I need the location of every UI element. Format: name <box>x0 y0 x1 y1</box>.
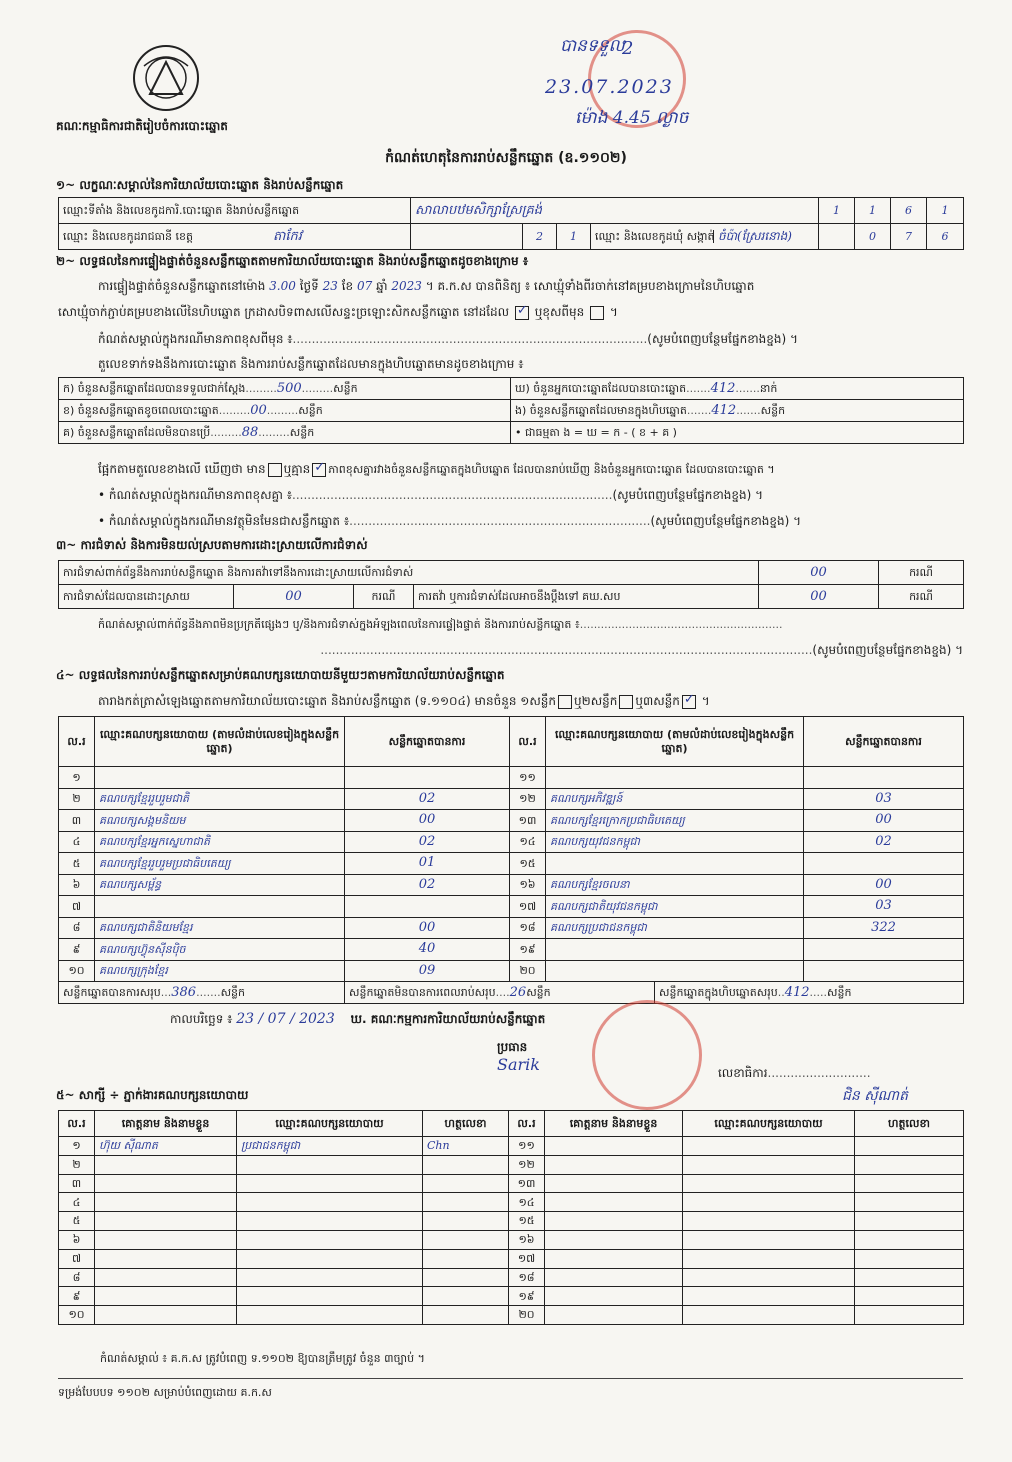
witness-no-cell: ៧ <box>59 1249 95 1268</box>
figures-intro: តួលេខទាក់ទងនឹងការបោះឆ្នោត និងការរាប់សន្លឹកឆ្នោតដែលមានក្នុងហិបឆ្នោតមានដូចខាងក្រោម ៖ <box>98 357 524 371</box>
witness-name-cell <box>95 1155 237 1174</box>
party-no-cell: ៤ <box>59 831 95 853</box>
party-result-row <box>59 788 964 810</box>
verify-time: 3.00 <box>269 279 296 293</box>
commune-label: ឈ្មោះ និងលេខកូដឃុំ សង្កាត់ <box>591 230 714 243</box>
discrepancy-line: ផ្អែកតាមតួលេខខាងលើ ឃើញថា មាន ឬគ្មាន✓ ភាពខុសគ្នារវាងចំនួនសន្លឹកឆ្នោតក្នុងហិបឆ្នោត ដែលបានរាប់ឃើញ និងចំនួនអ្នកបោះឆ្នោត ដែលបានបោះឆ្នោត ។ <box>98 462 964 477</box>
verification-line: ការផ្ទៀងផ្ទាត់ចំនួនសន្លឹកឆ្នោតនៅម៉ោង 3.00 ថ្ងៃទី 23 ខែ 07 ឆ្នាំ 2023 ។ គ.ក.ស បានពិនិត្យ ៖ សោឃ្មុំទាំងពីរចាក់នៅគម្របខាងក្រោមនៃហិបឆ្នោត <box>98 279 755 293</box>
resolved-value: 00 <box>234 585 354 609</box>
nec-emblem-icon <box>130 42 202 114</box>
province-value: តាកែវ <box>273 228 302 244</box>
witness-name-cell <box>545 1137 683 1156</box>
party-party-cell: គណបក្សសង្គមនិយម <box>95 810 345 832</box>
commune-value: ចំប៉ា(ស្រែរនោង) <box>718 229 792 244</box>
witness-sig-cell <box>855 1137 964 1156</box>
party-results-table: ល.រ ឈ្មោះគណបក្សនយោបាយ (តាមលំដាប់លេខរៀងក្នុងសន្លឹកឆ្នោត) សន្លឹកឆ្នោតបានការ ល.រ ឈ្មោះគណបក្សនយោបាយ (តាមលំដាប់លេខរៀងក្នុងសន្លឹកឆ្នោត) សន្លឹកឆ្នោតបានការ ១ ១១ ២ គណបក្សខ្មែររួបរួមជាតិ 02 ១២ គណបក្សអភិវឌ្ឍន៍ 03 ៣ គណបក្សសង្គមនិយម 00 ១៣ គណបក្សខ្មែរក្រោកប្រជាធិបតេយ្យ 00 ៤ គណបក្សខ្មែរអ្នកស្នេហាជាតិ 02 ១៤ គណបក្សយុវជនកម្ពុជា 02 ៥ គណបក្សខ្មែររួបរួមប្រជាធិបតេយ្យ 01 ១៥ ៦ គណបក្សសម្ព័ន្ធ 02 ១៦ គណបក្សខ្មែរចលនា 00 ៧ ១៧ គណបក្សជាតិយុវជនកម្ពុជា 03 ៨ គណបក្សជាតិនិយមខ្មែរ 00 ១៨ គណបក្សប្រជាជនកម្ពុជា 322 ៩ គណបក្សហ៊្វុនស៊ីនប៉ិច 40 ១៩ ១០ គណបក្សក្រុងខ្មែរ 09 ២០ <box>58 716 964 982</box>
witness-no-cell: ៦ <box>59 1230 95 1249</box>
received-date: 23.07.2023 <box>545 76 674 98</box>
witness-name-cell <box>95 1287 237 1306</box>
witness-sig-cell <box>855 1249 964 1268</box>
section-3-heading: ៣~ ការជំទាស់ និងការមិនយល់ស្របតាមការដោះស្រាយលើការជំទាស់ <box>56 538 368 552</box>
party-result-row <box>59 853 964 875</box>
witness-no-cell: ១ <box>59 1137 95 1156</box>
party-no-cell: ១៤ <box>510 831 546 853</box>
witness-party-cell <box>237 1174 423 1193</box>
witness-party-cell <box>237 1268 423 1287</box>
irregularity-fill: .................................................................................................................................(សូមបំពេញបន្ថែមផ្នែកខាងខ្នង) ។ <box>320 643 963 657</box>
party-no-cell: ២០ <box>510 960 546 982</box>
witness-row <box>59 1155 964 1174</box>
objections-value: 00 <box>759 561 879 585</box>
formula: • ជាធម្មតា ង = ឃ = ក - ( ខ + គ ) <box>511 422 964 444</box>
witness-no-cell: ១៨ <box>509 1268 545 1287</box>
changed-checkbox[interactable] <box>590 306 604 320</box>
witness-party-cell <box>683 1306 855 1325</box>
party-votes-cell: 02 <box>345 788 510 810</box>
footer-divider <box>58 1378 963 1379</box>
document-title: កំណត់ហេតុនៃការរាប់សន្លឹកឆ្នោត (ឧ.១១០២) <box>385 150 627 166</box>
appeal-label: ការតវ៉ា ឬការជំទាស់ដែលអាចនឹងប្តឹងទៅ គឃ.សប <box>414 585 759 609</box>
witness-sig-cell: Chn <box>423 1137 509 1156</box>
received-label: បានទទួល <box>560 36 625 56</box>
party-party-cell: គណបក្សខ្មែរក្រោកប្រជាធិបតេយ្យ <box>546 810 804 832</box>
witness-sig-cell <box>423 1287 509 1306</box>
party-no-cell: ២ <box>59 788 95 810</box>
witness-sig-cell <box>423 1193 509 1212</box>
party-party-cell: គណបក្សក្រុងខ្មែរ <box>95 960 345 982</box>
party-no-cell: ១៨ <box>510 917 546 939</box>
witness-row <box>59 1230 964 1249</box>
party-votes-cell: 40 <box>345 939 510 961</box>
party-party-cell: គណបក្សហ៊្វុនស៊ីនប៉ិច <box>95 939 345 961</box>
witness-name-cell <box>545 1155 683 1174</box>
witness-party-cell <box>683 1268 855 1287</box>
objections-label: ការជំទាស់ពាក់ព័ន្ធនឹងការរាប់សន្លឹកឆ្នោត និងការតវ៉ាទៅនឹងការដោះស្រាយលើការជំទាស់ <box>59 561 759 585</box>
witness-name-cell <box>545 1174 683 1193</box>
resolved-label: ការជំទាស់ដែលបានដោះស្រាយ <box>59 585 234 609</box>
witness-party-cell <box>683 1193 855 1212</box>
station-code-2: 1 <box>855 198 891 224</box>
party-party-cell: គណបក្សយុវជនកម្ពុជា <box>546 831 804 853</box>
unchanged-checkbox[interactable] <box>515 306 529 320</box>
party-party-cell: គណបក្សខ្មែររួបរួមប្រជាធិបតេយ្យ <box>95 853 345 875</box>
witness-party-cell <box>683 1249 855 1268</box>
spoiled-ballots: 00 <box>250 402 267 418</box>
party-no-cell: ១២ <box>510 788 546 810</box>
witness-party-cell <box>683 1174 855 1193</box>
province-label: ឈ្មោះ និងលេខកូដរាជធានី ខេត្ត <box>63 229 193 243</box>
witness-party-cell <box>683 1155 855 1174</box>
invalid-total: 26 <box>509 984 527 1000</box>
witness-row <box>59 1249 964 1268</box>
witness-no-cell: ៥ <box>59 1212 95 1231</box>
witness-no-cell: ១០ <box>59 1306 95 1325</box>
witness-no-cell: ៣ <box>59 1174 95 1193</box>
witness-party-cell <box>683 1212 855 1231</box>
station-info-table <box>58 197 964 250</box>
witness-name-cell <box>95 1193 237 1212</box>
party-no-cell: ៣ <box>59 810 95 832</box>
party-no-cell: ១៥ <box>510 853 546 875</box>
witness-name-cell <box>95 1230 237 1249</box>
chair-label: ប្រធាន <box>497 1040 528 1054</box>
section-4-heading: ៤~ លទ្ធផលនៃការរាប់សន្លឹកឆ្នោតសម្រាប់គណបក្សនយោបាយនីមួយៗតាមការិយាល័យរាប់សន្លឹកឆ្នោត <box>56 668 505 682</box>
witness-name-cell <box>95 1249 237 1268</box>
one-sheet-checkbox[interactable] <box>558 695 572 709</box>
party-votes-cell: 01 <box>345 853 510 875</box>
witness-no-cell: ៨ <box>59 1268 95 1287</box>
unused-ballots: 88 <box>241 424 259 440</box>
witness-no-cell: ១២ <box>509 1155 545 1174</box>
witness-name-cell <box>545 1249 683 1268</box>
party-votes-cell: 00 <box>345 917 510 939</box>
party-votes-cell: 00 <box>804 810 964 832</box>
tally-sheets-line: តារាងកត់ត្រាសំឡេងឆ្នោតតាមការិយាល័យបោះឆ្នោត និងរាប់សន្លឹកឆ្នោត (ទ.១១០៤) មានចំនួន ១សន្លឹក ឬ២សន្លឹក ឬ៣សន្លឹក✓ ។ <box>98 694 964 709</box>
party-votes-cell <box>804 939 964 961</box>
witness-name-cell <box>545 1230 683 1249</box>
party-votes-cell: 09 <box>345 960 510 982</box>
party-result-row <box>59 939 964 961</box>
witness-no-cell: ៤ <box>59 1193 95 1212</box>
witness-party-cell <box>237 1249 423 1268</box>
witness-table: ល.រ គោត្តនាម និងនាមខ្លួន ឈ្មោះគណបក្សនយោបាយ ហត្ថលេខា ល.រ គោត្តនាម និងនាមខ្លួន ឈ្មោះគណបក្សនយោបាយ ហត្ថលេខា ១ ហ៊ុយ សុីណាត ប្រជាជនកម្ពុជា Chn ១១ ២ ១២ ៣ ១៣ ៤ ១៤ ៥ ១៥ ៦ ១៦ ៧ ១៧ ៨ ១៨ ៩ ១៩ ១០ ២០ <box>58 1110 964 1325</box>
witness-sig-cell <box>423 1249 509 1268</box>
party-votes-cell <box>345 767 510 789</box>
two-sheets-checkbox[interactable] <box>619 695 633 709</box>
witness-sig-cell <box>855 1212 964 1231</box>
org-name: គណៈកម្មាធិការជាតិរៀបចំការបោះឆ្នោត <box>56 119 228 133</box>
witness-row <box>59 1193 964 1212</box>
commune-code-1: 0 <box>855 224 891 250</box>
witness-row <box>59 1306 964 1325</box>
verify-month: 07 <box>356 279 373 293</box>
party-no-cell: ១៣ <box>510 810 546 832</box>
party-result-row <box>59 831 964 853</box>
station-code-3: 6 <box>891 198 927 224</box>
party-result-row <box>59 767 964 789</box>
commune-code-2: 7 <box>891 224 927 250</box>
witness-name-cell <box>545 1212 683 1231</box>
committee-stamp <box>592 1000 702 1110</box>
witness-row <box>59 1268 964 1287</box>
received-no: 2 <box>622 38 634 59</box>
station-label: ឈ្មោះទីតាំង និងលេខកូដការិ.បោះឆ្នោត និងរាប់សន្លឹកឆ្នោត <box>59 198 411 224</box>
station-code-1: 1 <box>819 198 855 224</box>
party-result-row <box>59 896 964 918</box>
witness-sig-cell <box>423 1174 509 1193</box>
section-2-heading: ២~ លទ្ធផលនៃការផ្ទៀងផ្ទាត់ចំនួនសន្លឹកឆ្នោតតាមការិយាល័យបោះឆ្នោត និងរាប់សន្លឹកឆ្នោតដូចខាងក្រោម ៖ <box>56 254 529 268</box>
witness-name-cell <box>545 1268 683 1287</box>
witness-party-cell <box>237 1287 423 1306</box>
party-votes-cell: 00 <box>804 874 964 896</box>
province-code-2: 1 <box>557 224 591 250</box>
station-code-4: 1 <box>927 198 964 224</box>
witness-sig-cell <box>855 1268 964 1287</box>
party-no-cell: ៥ <box>59 853 95 875</box>
witness-no-cell: ២០ <box>509 1306 545 1325</box>
party-votes-cell: 02 <box>804 831 964 853</box>
verify-day: 23 <box>322 279 338 293</box>
ballots-in-box: 412 <box>711 402 737 418</box>
received-time: ម៉ោង 4.45 ល្ងាច <box>575 108 689 128</box>
totals-table: សន្លឹកឆ្នោតបានការសរុប...386.......សន្លឹក សន្លឹកឆ្នោតមិនបានការពេលរាប់សរុប....26សន្លឹក សន្លឹកឆ្នោតក្នុងហិបឆ្នោតសរុប..412.....សន្លឹក <box>58 981 964 1004</box>
sign-date: 23 / 07 / 2023 <box>236 1011 335 1027</box>
party-no-cell: ៦ <box>59 874 95 896</box>
party-result-row <box>59 960 964 982</box>
three-sheets-checkbox[interactable] <box>682 695 696 709</box>
seal-check-line: សោឃ្មុំចាក់ភ្ជាប់គម្របខាងលើនៃហិបឆ្នោត ក្រដាសបិទពាសលើសន្ទះច្រឡោះសិកសន្លឹកឆ្នោត នៅដដែល ✓ ឬខុសពីមុន ។ <box>58 305 963 320</box>
party-party-cell <box>546 767 804 789</box>
witness-name-cell <box>545 1287 683 1306</box>
party-party-cell: គណបក្សអភិវឌ្ឍន៍ <box>546 788 804 810</box>
commune-code-3: 6 <box>927 224 964 250</box>
party-party-cell <box>546 853 804 875</box>
witness-sig-cell <box>423 1306 509 1325</box>
party-votes-cell <box>345 896 510 918</box>
party-no-cell: ១៦ <box>510 874 546 896</box>
party-no-cell: ១០ <box>59 960 95 982</box>
witness-no-cell: ១៩ <box>509 1287 545 1306</box>
witness-sig-cell <box>423 1268 509 1287</box>
figures-table: ក) ចំនួនសន្លឹកឆ្នោតដែលបានទទួលជាក់ស្តែង.........500.........សន្លឹក ឃ) ចំនួនអ្នកបោះឆ្នោតដែលបានបោះឆ្នោត.......412.......នាក់ ខ) ចំនួនសន្លឹកឆ្នោតខូចពេលបោះឆ្នោត.........00.........សន្លឹក ង) ចំនួនសន្លឹកឆ្នោតដែលមានក្នុងហិបឆ្នោត.......412.......សន្លឹក គ) ចំនួនសន្លឹកឆ្នោតដែលមិនបានប្រើ.........88.........សន្លឹក • ជាធម្មតា ង = ឃ = ក - ( ខ + គ ) <box>58 377 964 444</box>
party-party-cell <box>546 939 804 961</box>
witness-note: កំណត់សម្គាល់ ៖ គ.ក.ស ត្រូវបំពេញ ទ.១១០២ ឱ្យបានត្រឹមត្រូវ ចំនួន ៣ច្បាប់ ។ <box>100 1352 425 1365</box>
witness-sig-cell <box>855 1306 964 1325</box>
witness-party-cell <box>683 1137 855 1156</box>
secretary-line: លេខាធិការ........................... <box>718 1066 871 1080</box>
witness-no-cell: ២ <box>59 1155 95 1174</box>
witness-row <box>59 1212 964 1231</box>
witness-party-cell: ប្រជាជនកម្ពុជា <box>237 1137 423 1156</box>
witness-no-cell: ១៤ <box>509 1193 545 1212</box>
witness-party-cell <box>683 1230 855 1249</box>
party-no-cell: ១៧ <box>510 896 546 918</box>
party-party-cell: គណបក្សប្រជាជនកម្ពុជា <box>546 917 804 939</box>
station-value: សាលាបឋមសិក្សាស្រែគ្រង់ <box>411 198 819 224</box>
section-1-heading: ១~ លក្ខណៈសម្គាល់នៃការិយាល័យបោះឆ្នោត និងរាប់សន្លឹកឆ្នោត <box>56 178 344 192</box>
party-no-cell: ១ <box>59 767 95 789</box>
witness-no-cell: ១៣ <box>509 1174 545 1193</box>
witness-name-cell <box>545 1193 683 1212</box>
party-no-cell: ១១ <box>510 767 546 789</box>
witness-name-cell <box>95 1212 237 1231</box>
witness-row <box>59 1174 964 1193</box>
party-votes-cell: 03 <box>804 788 964 810</box>
province-code-1: 2 <box>523 224 557 250</box>
voters-count: 412 <box>710 380 736 396</box>
witness-name-cell: ហ៊ុយ សុីណាត <box>95 1137 237 1156</box>
witness-name-cell <box>545 1306 683 1325</box>
verify-year: 2023 <box>391 279 422 293</box>
party-no-cell: ១៩ <box>510 939 546 961</box>
chair-signature: Sarik <box>497 1055 540 1074</box>
witness-no-cell: ១៧ <box>509 1249 545 1268</box>
party-votes-cell: 02 <box>345 874 510 896</box>
witness-party-cell <box>237 1306 423 1325</box>
party-votes-cell: 00 <box>345 810 510 832</box>
witness-no-cell: ១៦ <box>509 1230 545 1249</box>
valid-total: 386 <box>171 984 197 1000</box>
witness-party-cell <box>237 1230 423 1249</box>
party-result-row <box>59 810 964 832</box>
witness-party-cell <box>237 1193 423 1212</box>
party-party-cell <box>546 960 804 982</box>
objections-table: ការជំទាស់ពាក់ព័ន្ធនឹងការរាប់សន្លឹកឆ្នោត និងការតវ៉ាទៅនឹងការដោះស្រាយលើការជំទាស់ 00 ករណី ការជំទាស់ដែលបានដោះស្រាយ 00 ករណី ការតវ៉ា ឬការជំទាស់ដែលអាចនឹងប្តឹងទៅ គឃ.សប 00 ករណី <box>58 560 964 609</box>
party-votes-cell <box>804 767 964 789</box>
party-party-cell: គណបក្សខ្មែរចលនា <box>546 874 804 896</box>
witness-sig-cell <box>855 1155 964 1174</box>
appeal-value: 00 <box>759 585 879 609</box>
party-result-row <box>59 917 964 939</box>
party-votes-cell: 03 <box>804 896 964 918</box>
witness-sig-cell <box>855 1193 964 1212</box>
witness-name-cell <box>95 1174 237 1193</box>
witness-no-cell: ៩ <box>59 1287 95 1306</box>
party-party-cell <box>95 767 345 789</box>
party-result-row <box>59 874 964 896</box>
party-party-cell: គណបក្សជាតិយុវជនកម្ពុជា <box>546 896 804 918</box>
party-no-cell: ៨ <box>59 917 95 939</box>
party-party-cell: គណបក្សខ្មែរអ្នកស្នេហាជាតិ <box>95 831 345 853</box>
party-party-cell: គណបក្សសម្ព័ន្ធ <box>95 874 345 896</box>
party-votes-cell <box>804 960 964 982</box>
party-no-cell: ៩ <box>59 939 95 961</box>
irregularity-note: កំណត់សម្គាល់ពាក់ព័ន្ធនឹងភាពមិនប្រក្រតីផ្សេងៗ ឬ/និងការជំទាស់ក្នុងអំឡុងពេលនៃការផ្ទៀងផ្ទាត់ និងការរាប់សន្លឹកឆ្នោត ៖.......................................................... <box>98 618 783 631</box>
party-no-cell: ៧ <box>59 896 95 918</box>
no-discrepancy-checkbox[interactable] <box>312 463 326 477</box>
witness-party-cell <box>237 1212 423 1231</box>
witness-sig-cell <box>855 1287 964 1306</box>
witness-sig-cell <box>423 1230 509 1249</box>
date-line: កាលបរិច្ឆេទ ៖ 23 / 07 / 2023 ឃ. គណៈកម្មការការិយាល័យរាប់សន្លឹកឆ្នោត <box>170 1011 546 1027</box>
witness-name-cell <box>95 1268 237 1287</box>
witness-name-cell <box>95 1306 237 1325</box>
party-party-cell: គណបក្សខ្មែររួបរួមជាតិ <box>95 788 345 810</box>
has-discrepancy-checkbox[interactable] <box>268 463 282 477</box>
secretary-name: ជិន ស៊ីណាត់ <box>842 1088 908 1104</box>
discrepancy-note: • កំណត់សម្គាល់ក្នុងករណីមានភាពខុសគ្នា ៖....................................................................................(សូមបំពេញបន្ថែមផ្នែកខាងខ្នង) ។ <box>98 488 764 502</box>
party-votes-cell <box>804 853 964 875</box>
change-note-line: កំណត់សម្គាល់ក្នុងករណីមានភាពខុសពីមុន ៖.............................................................................................(សូមបំពេញបន្ថែមផ្នែកខាងខ្នង) ។ <box>98 332 798 346</box>
form-footer: ទម្រង់បែបបទ ១១០២ សម្រាប់បំពេញដោយ គ.ក.ស <box>58 1386 272 1399</box>
witness-row <box>59 1137 964 1156</box>
party-party-cell <box>95 896 345 918</box>
witness-party-cell <box>237 1155 423 1174</box>
witness-sig-cell <box>855 1230 964 1249</box>
party-party-cell: គណបក្សជាតិនិយមខ្មែរ <box>95 917 345 939</box>
witness-no-cell: ១១ <box>509 1137 545 1156</box>
section-5-heading: ៥~ សាក្សី ÷ ភ្នាក់ងារគណបក្សនយោបាយ <box>56 1088 249 1102</box>
box-total: 412 <box>784 984 810 1000</box>
foreign-object-note: • កំណត់សម្គាល់ក្នុងករណីមានវត្ថុមិនមែនជាសន្លឹកឆ្នោត ៖...............................................................................(សូមបំពេញបន្ថែមផ្នែកខាងខ្នង) ។ <box>98 514 802 528</box>
party-votes-cell: 322 <box>804 917 964 939</box>
received-ballots: 500 <box>276 380 302 396</box>
witness-row <box>59 1287 964 1306</box>
witness-sig-cell <box>855 1174 964 1193</box>
witness-sig-cell <box>423 1212 509 1231</box>
witness-sig-cell <box>423 1155 509 1174</box>
witness-party-cell <box>683 1287 855 1306</box>
party-votes-cell: 02 <box>345 831 510 853</box>
witness-no-cell: ១៥ <box>509 1212 545 1231</box>
